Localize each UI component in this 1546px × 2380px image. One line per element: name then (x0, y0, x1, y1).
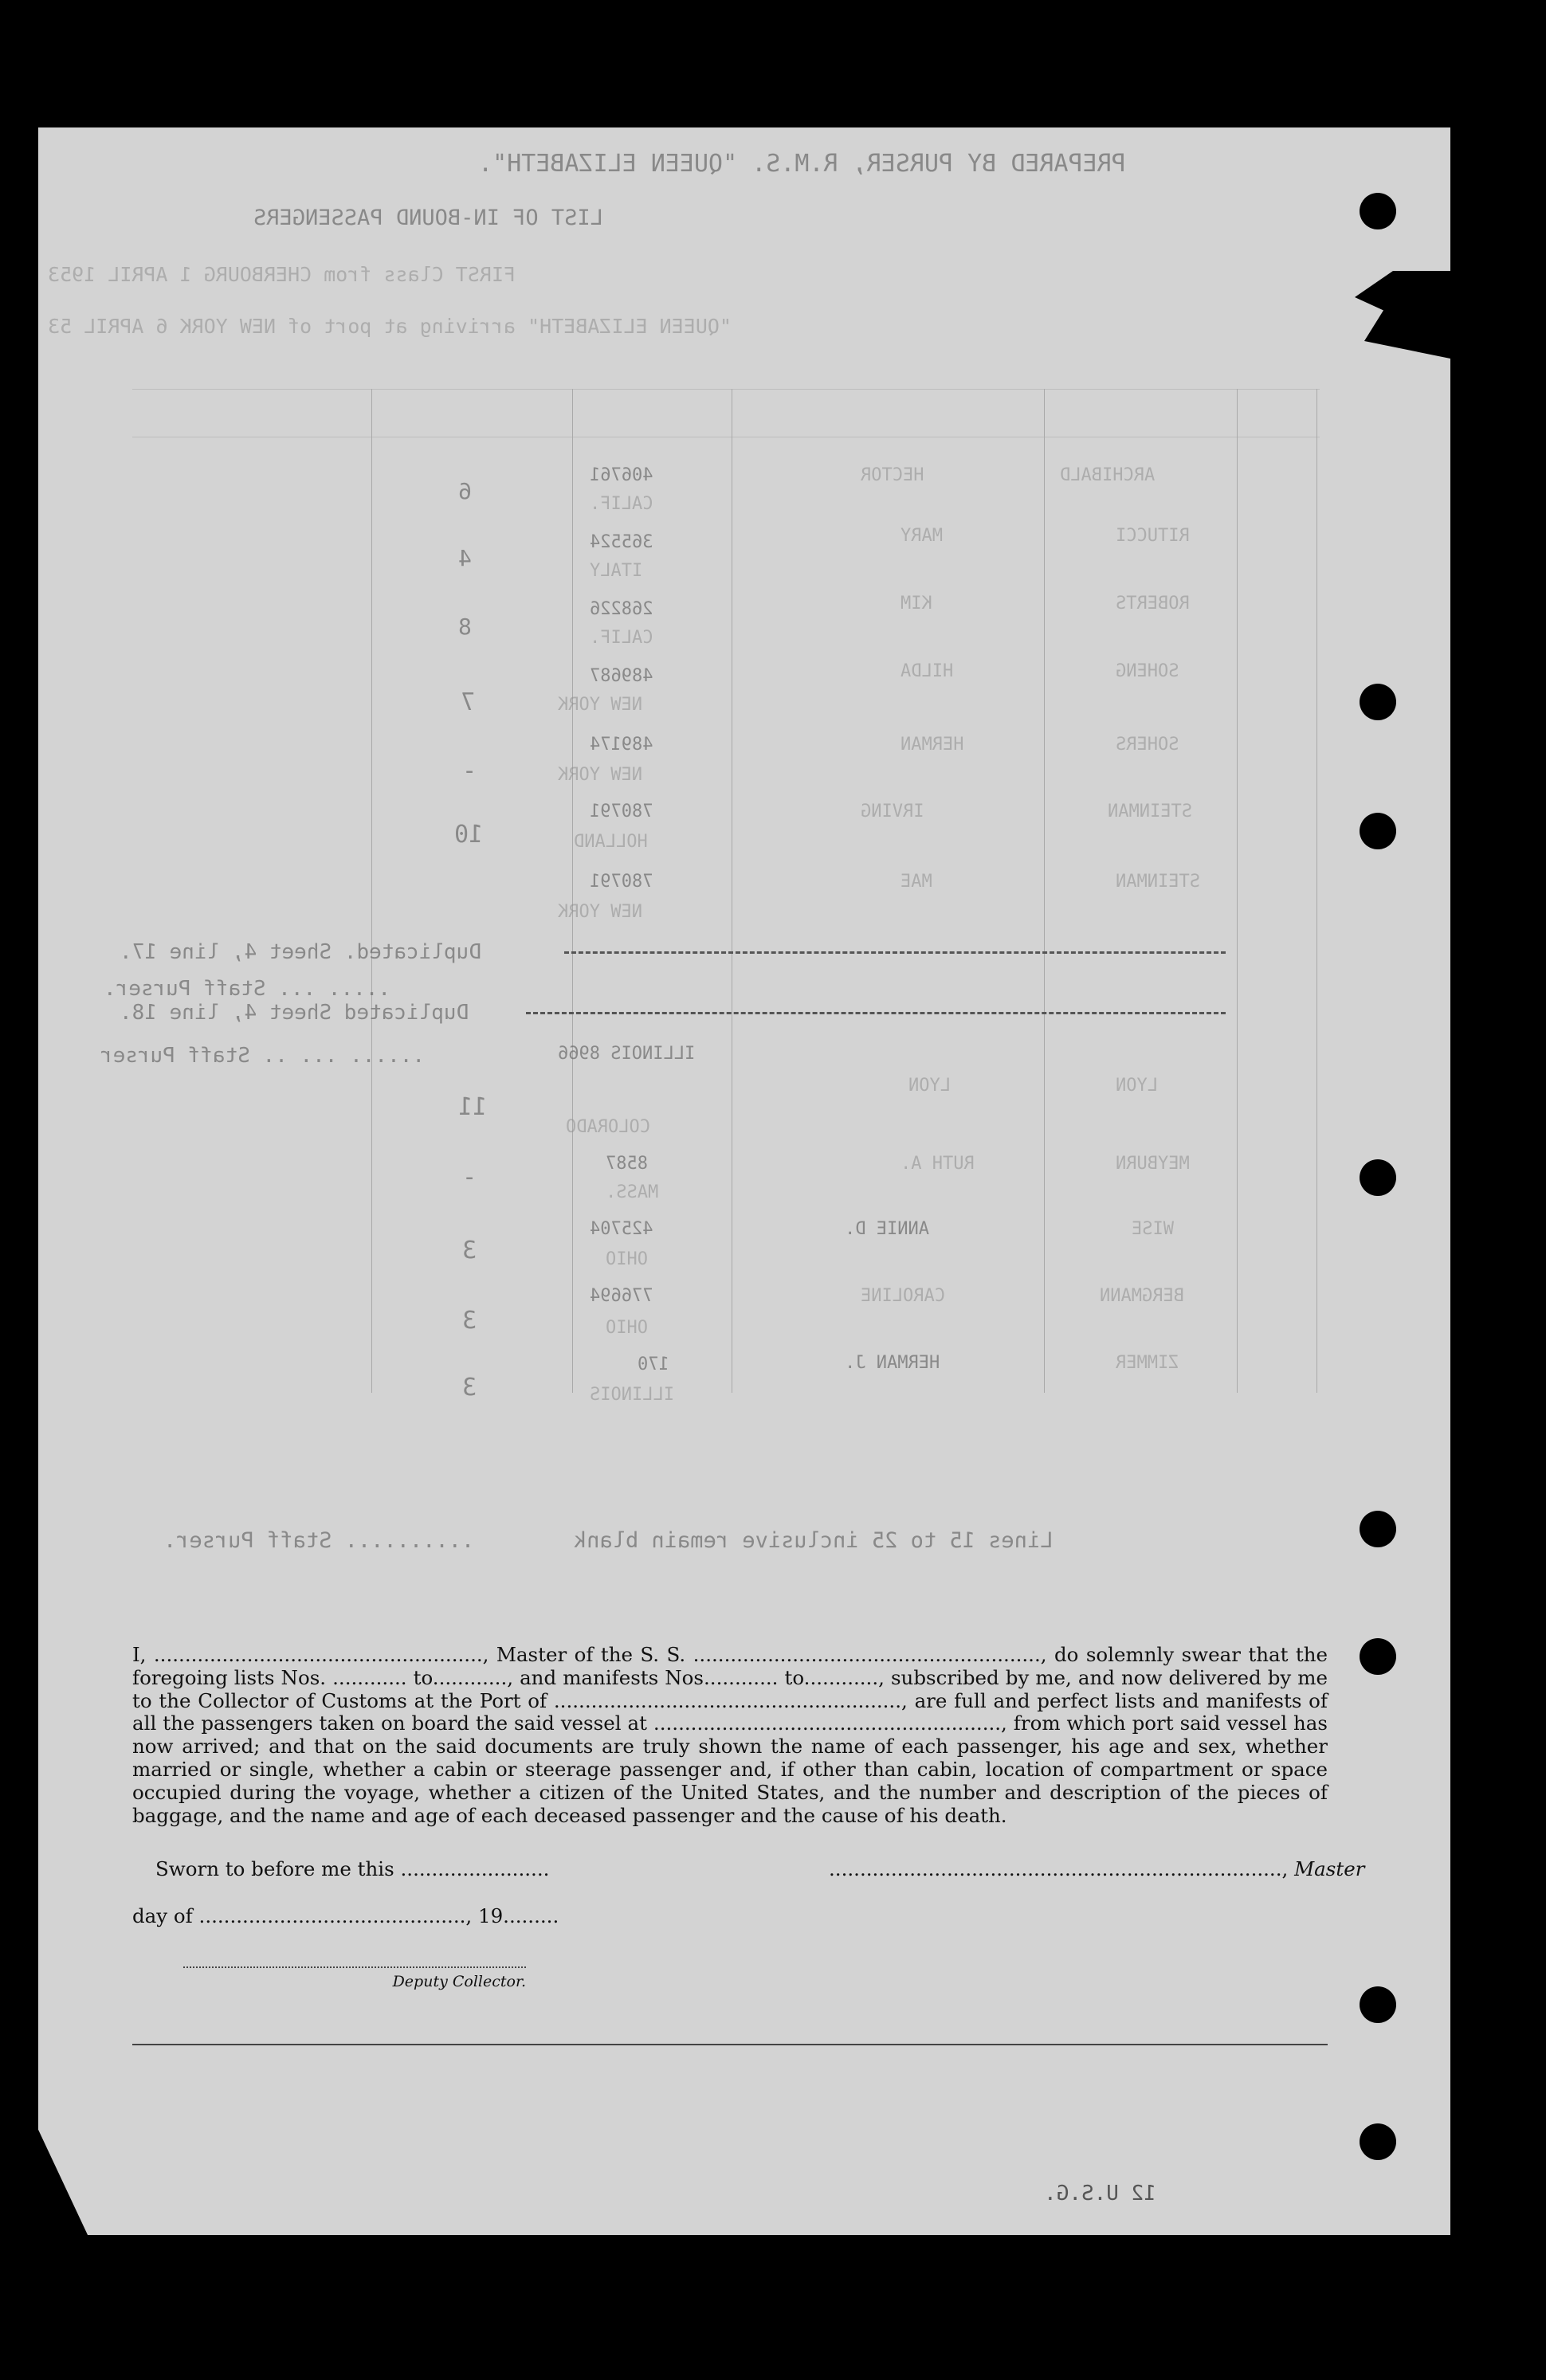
sworn-line: Sworn to before me this ........................ (155, 1857, 550, 1880)
deletion-signoff: ..... ... Staff Purser. (104, 977, 391, 1001)
master-signature-dots: ........................................................................., (829, 1857, 1295, 1880)
row-id: 365524 (590, 532, 653, 552)
row-num: 3 (462, 1307, 477, 1335)
punch-hole (1360, 2123, 1396, 2160)
row-place: ITALY (590, 561, 643, 581)
row-place: ILLINOIS (590, 1385, 674, 1405)
row-given: HILDA (901, 661, 954, 681)
table-column-rule (1316, 389, 1317, 1393)
punch-hole (1360, 1511, 1396, 1547)
row-place: CALIF. (590, 628, 653, 648)
row-place: NEW YORK (558, 765, 642, 785)
row-num: 4 (458, 545, 472, 571)
row-id: 170 (638, 1355, 669, 1374)
master-signature-line (829, 1857, 1364, 1880)
row-surname: BERGMANN (1100, 1286, 1184, 1306)
form-number: 12 U.S.G. (1044, 2182, 1156, 2206)
row-surname: STEINMAN (1116, 872, 1200, 892)
row-id: ILLINOIS 8966 (558, 1044, 696, 1064)
row-given: MAE (901, 872, 932, 892)
declaration-text: I, ....................................................., Master of the S. S. ........................................................, do solemnly swear that the foregoing lists Nos. ............ to............, and manifests Nos............ to............, subscribed by me, and now delivered by me to the Collector of Customs at the Port of ........................................................, are full and perfect lists and manifests of all the passengers taken on board the said vessel at ........................................................, from which port said vessel has now arrived; and that on the said documents are truly shown the name of each passenger, his age and sex, whether married or single, whether a cabin or steerage passenger and, if other than cabin, location of compartment or space occupied during the voyage, whether a citizen of the United States, and the number and description of the pieces of baggage, and the name and age of each deceased passenger and the cause of his death. (132, 1643, 1328, 1827)
table-header-rule (132, 389, 1320, 390)
row-given: IRVING (861, 802, 924, 821)
row-place: NEW YORK (558, 695, 642, 715)
row-num: 3 (462, 1237, 477, 1264)
punch-hole (1360, 1986, 1396, 2023)
blank-lines-signoff: .......... Staff Purser. (163, 1528, 475, 1553)
row-place: CALIF. (590, 494, 653, 514)
bottom-rule (132, 2044, 1328, 2045)
master-label: Master (1294, 1857, 1365, 1880)
table-column-rule (1237, 389, 1238, 1393)
master-declaration (132, 1644, 1328, 1827)
row-surname: ZIMMER (1116, 1353, 1179, 1373)
punch-hole (1360, 684, 1396, 720)
deletion-signoff: ...... ... .. Staff Purser (100, 1044, 425, 1068)
row-surname: WISE (1132, 1219, 1174, 1239)
row-given: HECTOR (861, 465, 924, 485)
header-list-title: LIST OF IN-BOUND PASSENGERS (253, 206, 603, 230)
row-given: RUTH A. (901, 1154, 975, 1174)
row-place: NEW YORK (558, 902, 642, 922)
row-given: HERMAN J. (845, 1353, 940, 1373)
row-surname: LYON (1116, 1076, 1158, 1096)
row-surname: SOHENG (1116, 661, 1179, 681)
row-num: 10 (454, 821, 484, 849)
row-place: MASS. (606, 1182, 659, 1202)
row-given: KIM (901, 594, 932, 614)
row-given: ANNIE D. (845, 1219, 929, 1239)
row-surname: ROBERTS (1116, 594, 1190, 614)
row-num: 8 (458, 614, 472, 640)
row-given: MARY (901, 526, 943, 546)
row-num: 3 (462, 1374, 477, 1402)
punch-hole (1360, 1159, 1396, 1196)
deputy-collector-label: Deputy Collector. (183, 1966, 526, 1990)
blank-lines-note: Lines 15 to 25 inclusive remain blank (574, 1528, 1054, 1553)
table-column-rule (1044, 389, 1045, 1393)
header-class-line: FIRST Class from CHERBOURG 1 APRIL 1953 (48, 263, 516, 286)
deletion-note: Duplicated. Sheet 4, line 17. (120, 940, 481, 964)
row-surname: ARCHIBALD (1060, 465, 1156, 485)
punch-hole (1360, 193, 1396, 229)
row-given: LYON (908, 1076, 951, 1096)
row-surname: RITUCCI (1116, 526, 1190, 546)
row-place: OHIO (606, 1249, 648, 1269)
row-id: 489174 (590, 735, 653, 755)
row-id: 425704 (590, 1219, 653, 1239)
row-place: HOLLAND (574, 832, 648, 852)
strike-line (526, 1012, 1226, 1014)
row-id: 406761 (590, 465, 653, 485)
row-given: CAROLINE (861, 1286, 945, 1306)
punch-hole (1360, 1638, 1396, 1675)
punch-hole (1360, 813, 1396, 849)
row-num: 7 (461, 688, 476, 716)
row-id: 489687 (590, 666, 653, 686)
deletion-note: Duplicated Sheet 4, line 18. (120, 1001, 469, 1025)
header-prepared-line: PREPARED BY PURSER, R.M.S. "QUEEN ELIZABETH". (478, 150, 1126, 178)
table-column-rule (572, 389, 573, 1393)
row-id: 780791 (590, 872, 653, 892)
row-id: 780791 (590, 802, 653, 821)
row-id: 776694 (590, 1286, 653, 1306)
row-surname: MEYBURN (1116, 1154, 1190, 1174)
row-num: 6 (458, 478, 472, 504)
row-num: - (462, 1163, 477, 1191)
row-given: HERMAN (901, 735, 964, 755)
row-num: 11 (458, 1093, 488, 1121)
strike-line (564, 951, 1226, 954)
row-id: 8587 (606, 1154, 648, 1174)
row-id: 268226 (590, 599, 653, 619)
row-num: - (462, 757, 477, 785)
row-surname: STEINMAN (1108, 802, 1192, 821)
header-arriving-line: "QUEEN ELIZABETH" arriving at port of NEW YORK 6 APRIL 53 (48, 315, 732, 338)
row-place: OHIO (606, 1318, 648, 1338)
row-place: COLORADO (566, 1117, 650, 1137)
row-surname: SOHERS (1116, 735, 1179, 755)
day-line: day of ..........................................., 19......... (132, 1904, 559, 1927)
table-column-rule (371, 389, 372, 1393)
